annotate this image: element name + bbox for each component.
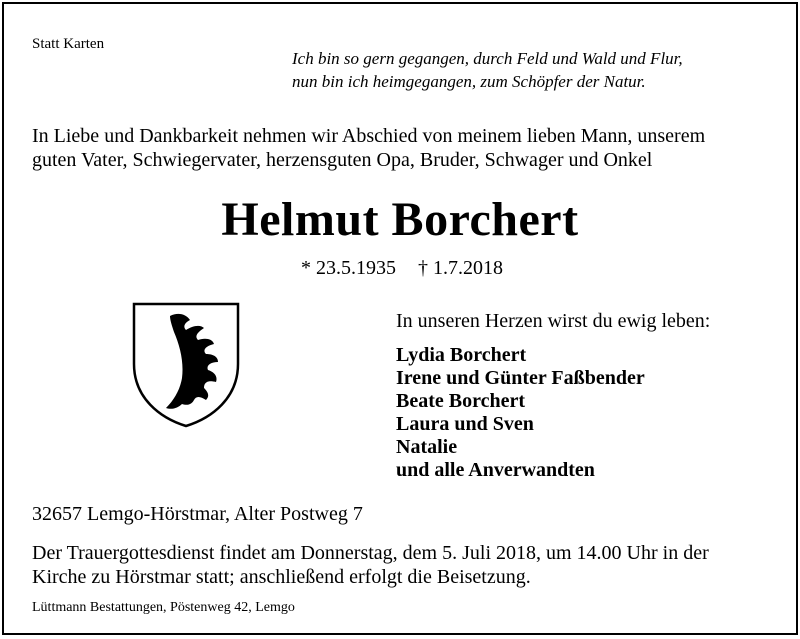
obituary-notice — [2, 2, 798, 635]
birth-date: * 23.5.1935 — [301, 257, 396, 279]
funeral-home: Lüttmann Bestattungen, Pöstenweg 42, Lemgo — [32, 600, 295, 615]
poem-line: Ich bin so gern gegangen, durch Feld und Wald und Flur, — [292, 49, 683, 68]
service-line: Der Trauergottesdienst findet am Donnerstag, dem 5. Juli 2018, um 14.00 Uhr in der — [32, 542, 709, 564]
life-dates — [2, 257, 800, 280]
intro-text — [32, 124, 705, 172]
statt-karten-label: Statt Karten — [32, 36, 105, 52]
poem — [292, 47, 683, 93]
mourner-name: und alle Anverwandten — [396, 459, 595, 481]
mourner-name: Lydia Borchert — [396, 344, 527, 366]
intro-line: guten Vater, Schwiegervater, herzensguten Opa, Bruder, Schwager und Onkel — [32, 149, 653, 171]
deceased-name: Helmut Borchert — [221, 193, 579, 246]
mourners-heading: In unseren Herzen wirst du ewig leben: — [396, 310, 711, 332]
service-info — [32, 541, 709, 589]
service-line: Kirche zu Hörstmar statt; anschließend erfolgt die Beisetzung. — [32, 566, 531, 588]
mourner-name: Laura und Sven — [396, 413, 534, 435]
intro-line: In Liebe und Dankbarkeit nehmen wir Abschied von meinem lieben Mann, unserem — [32, 125, 706, 147]
mourners-list — [396, 344, 645, 482]
mourner-name: Beate Borchert — [396, 390, 526, 412]
address: 32657 Lemgo-Hörstmar, Alter Postweg 7 — [32, 503, 363, 525]
death-date: † 1.7.2018 — [418, 257, 503, 279]
poem-line: nun bin ich heimgegangen, zum Schöpfer der Natur. — [292, 72, 646, 91]
antler-coat-of-arms-icon — [130, 300, 242, 430]
mourner-name: Natalie — [396, 436, 458, 458]
mourner-name: Irene und Günter Faßbender — [396, 367, 645, 389]
